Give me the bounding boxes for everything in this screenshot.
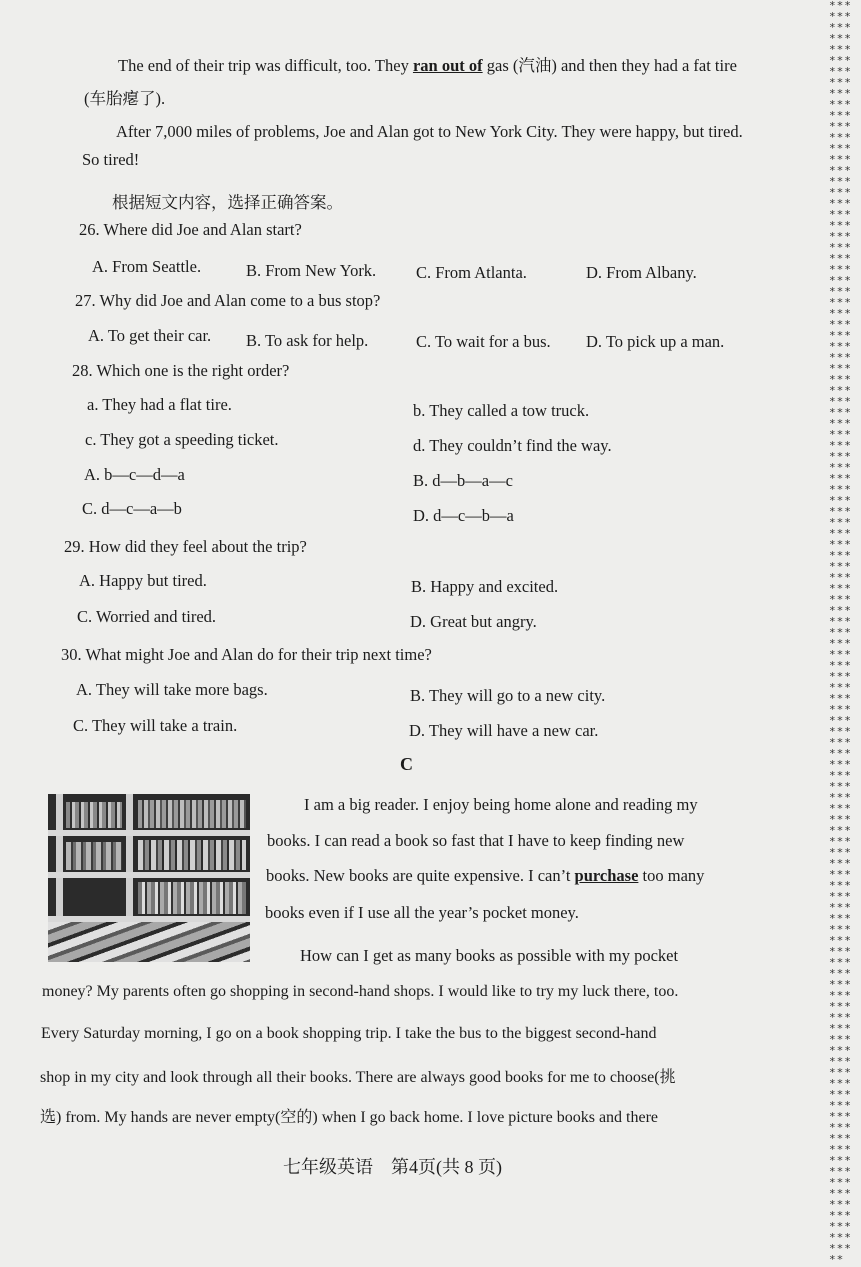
q27-option-d: D. To pick up a man. [586, 332, 725, 351]
vocab-ran-out-of: ran out of [412, 56, 483, 75]
q29-option-a: A. Happy but tired. [79, 571, 207, 590]
q29-option-c: C. Worried and tired. [77, 607, 217, 626]
passage-c-line-2: books. I can read a book so fast that I have to keep finding new [267, 831, 685, 850]
question-26: 26. Where did Joe and Alan start? [79, 220, 302, 239]
instruction: 根据短文内容，选择正确答案。 [112, 193, 343, 212]
q26-option-c: C. From Atlanta. [416, 263, 527, 282]
q28-item-c: c. They got a speeding ticket. [85, 430, 279, 449]
section-c-heading: C [400, 754, 413, 774]
q28-option-d: D. d—c—b—a [413, 506, 514, 525]
passage-b-line-2: (车胎瘪了). [84, 89, 166, 108]
passage-b-line-1: The end of their trip was difficult, too. They ran out of gas (汽油) and then they had a fat tire [118, 56, 737, 75]
passage-c-line-3: books. New books are quite expensive. I can’t purchase too many [266, 866, 705, 885]
question-28: 28. Which one is the right order? [72, 361, 290, 380]
q28-item-a: a. They had a flat tire. [87, 395, 232, 414]
passage-c-line-9: 选) from. My hands are never empty(空的) when I go back home. I love picture books and there [40, 1109, 659, 1126]
q27-option-c: C. To wait for a bus. [416, 332, 551, 351]
passage-c-line-5: How can I get as many books as possible with my pocket [300, 946, 679, 965]
q28-option-b: B. d—b—a—c [413, 471, 513, 490]
q30-option-d: D. They will have a new car. [409, 721, 599, 740]
passage-c-line-8: shop in my city and look through all their books. There are always good books for me to choose(挑 [40, 1069, 676, 1086]
q26-option-b: B. From New York. [246, 261, 377, 280]
passage-c-line-1: I am a big reader. I enjoy being home alone and reading my [304, 795, 698, 814]
margin-star-border: ******************************************************************************************************************************************************************************************************************************************************************************************************************************************************** [829, 0, 852, 1266]
q30-option-c: C. They will take a train. [73, 716, 238, 735]
q28-option-a: A. b—c—d—a [84, 465, 185, 484]
q26-option-a: A. From Seattle. [92, 257, 202, 276]
question-27: 27. Why did Joe and Alan come to a bus stop? [75, 291, 381, 310]
passage-c-line-7: Every Saturday morning, I go on a book shopping trip. I take the bus to the biggest second-hand [41, 1025, 657, 1042]
q28-option-c: C. d—c—a—b [82, 499, 182, 518]
page-footer: 七年级英语 第4页(共 8 页) [283, 1157, 502, 1177]
passage-c-line-6: money? My parents often go shopping in second-hand shops. I would like to try my luck there, too. [42, 983, 679, 1000]
vocab-purchase: purchase [574, 866, 639, 885]
passage-b-line-4: So tired! [82, 150, 140, 169]
q29-option-b: B. Happy and excited. [411, 577, 559, 596]
question-30: 30. What might Joe and Alan do for their trip next time? [61, 645, 432, 664]
bookshelf-photo [48, 794, 250, 962]
passage-c-line-4: books even if I use all the year’s pocket money. [265, 903, 579, 922]
q26-option-d: D. From Albany. [586, 263, 697, 282]
q29-option-d: D. Great but angry. [410, 612, 537, 631]
question-29: 29. How did they feel about the trip? [64, 537, 307, 556]
q28-item-d: d. They couldn’t find the way. [413, 436, 612, 455]
passage-b-line-3: After 7,000 miles of problems, Joe and Alan got to New York City. They were happy, but tired. [116, 122, 743, 141]
q30-option-b: B. They will go to a new city. [410, 686, 606, 705]
q27-option-a: A. To get their car. [88, 326, 212, 345]
q30-option-a: A. They will take more bags. [76, 680, 268, 699]
q27-option-b: B. To ask for help. [246, 331, 369, 350]
q28-item-b: b. They called a tow truck. [413, 401, 590, 420]
